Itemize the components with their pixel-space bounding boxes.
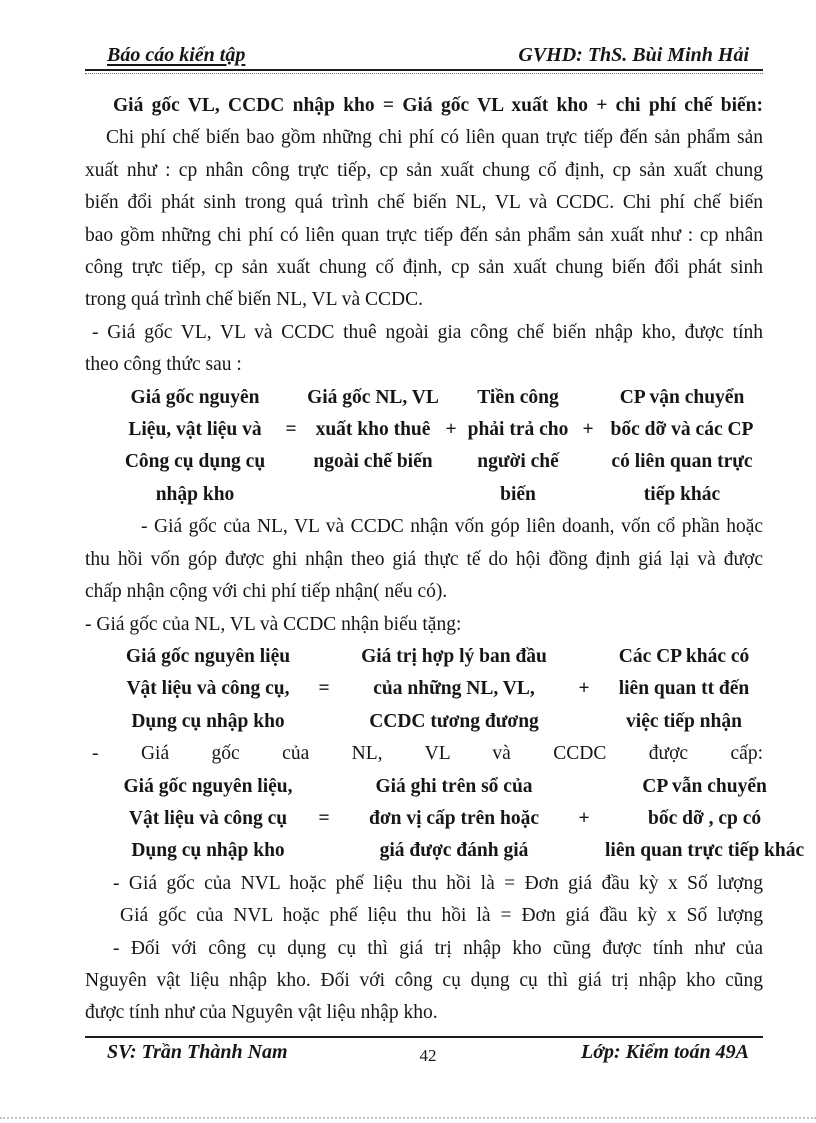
- formula-cell: tiếp khác: [643, 483, 721, 505]
- formula-cell: Công cụ dụng cụ: [124, 451, 266, 473]
- formula-operator: [575, 446, 601, 478]
- footer-class-name: Lớp: Kiểm toán 49A: [581, 1041, 749, 1063]
- formula-operator: [563, 835, 605, 867]
- formula-operator: [303, 771, 345, 803]
- footer-row: [85, 1038, 763, 1064]
- page-footer: [85, 1036, 763, 1064]
- formula-cell: xuất kho thuê: [315, 419, 431, 441]
- formula-operator: =: [285, 419, 297, 441]
- formula-cell: việc tiếp nhận: [626, 710, 742, 732]
- text-line: - Giá gốc của NL, VL và CCDC nhận vốn góp liên doanh, vốn cổ phần hoặc: [141, 516, 763, 538]
- text-line: Nguyên vật liệu nhập kho. Đối với công cụ dụng cụ thì giá trị nhập kho cũng: [85, 969, 763, 991]
- page-header: [85, 42, 763, 68]
- text-line: thu hồi vốn góp được ghi nhận theo giá thực tế do hội đồng định giá lại và được: [85, 548, 763, 570]
- formula-cell: của những NL, VL,: [373, 678, 535, 700]
- formula-operator: [441, 382, 461, 414]
- formula-operator: +: [445, 419, 457, 441]
- formula-cell: Liệu, vật liệu và: [128, 419, 262, 441]
- formula-cell: giá được đánh giá: [379, 840, 529, 862]
- text-line: theo công thức sau :: [85, 354, 242, 376]
- text-line: - Giá gốc của NL, VL và CCDC nhận biếu tặng:: [85, 613, 462, 635]
- text-line: chấp nhận cộng với chi phí tiếp nhận( nếu có).: [85, 581, 448, 603]
- document-body: [85, 90, 805, 1030]
- formula-cell: Vật liệu và công cụ: [128, 807, 288, 829]
- text-line: - Giá gốc VL, VL và CCDC thuê ngoài gia công chế biến nhập kho, được tính: [92, 321, 763, 343]
- header-rule: [85, 69, 763, 74]
- formula-cell: Vật liệu và công cụ,: [126, 678, 290, 700]
- formula-cell: Dụng cụ nhập kho: [131, 840, 285, 862]
- text-line: - Giá gốc của NVL hoặc phế liệu thu hồi là = Đơn giá đầu kỳ x Số lượng: [113, 872, 763, 894]
- footer-student-name: SV: Trần Thành Nam: [107, 1041, 288, 1063]
- text-line: bao gồm những chi phí có liên quan trực tiếp đến sản phẩm sản xuất như : cp nhân: [85, 224, 763, 246]
- formula-cell: biến: [500, 483, 536, 505]
- formula-cell: có liên quan trực: [611, 451, 753, 473]
- formula-operator: [563, 641, 605, 673]
- formula-cell: người chế: [477, 451, 559, 473]
- formula-operator: [563, 706, 605, 738]
- formula-block: [113, 771, 805, 868]
- formula-cell: phải trả cho: [467, 419, 569, 441]
- header-supervisor: GVHD: ThS. Bùi Minh Hải: [518, 44, 749, 66]
- page-number: 42: [419, 1046, 437, 1065]
- formula-cell: Tiền công: [477, 386, 559, 408]
- formula-cell: Dụng cụ nhập kho: [131, 710, 285, 732]
- formula-cell: Giá trị hợp lý ban đầu: [361, 645, 547, 667]
- text-line: Giá gốc VL, CCDC nhập kho = Giá gốc VL xuất kho + chi phí chế biến:: [113, 95, 763, 116]
- text-line: trong quá trình chế biến NL, VL và CCDC.: [85, 289, 423, 311]
- formula-cell: Giá gốc nguyên liệu: [125, 645, 291, 667]
- formula-operator: [303, 706, 345, 738]
- formula-cell: [305, 479, 441, 511]
- header-report-title: Báo cáo kiến tập: [107, 44, 246, 66]
- formula-operator: [277, 446, 305, 478]
- formula-operator: [575, 479, 601, 511]
- formula-cell: liên quan tt đến: [618, 678, 750, 700]
- text-line: xuất như : cp nhân công trực tiếp, cp sản xuất chung cố định, cp sản xuất chung: [85, 159, 763, 181]
- text-line: - Đối với công cụ dụng cụ thì giá trị nhập kho cũng được tính như của: [113, 937, 763, 959]
- page-content: [85, 42, 805, 1030]
- formula-operator: [575, 382, 601, 414]
- formula-cell: CCDC tương đương: [369, 710, 539, 732]
- text-line: được tính như của Nguyên vật liệu nhập kho.: [85, 1002, 438, 1024]
- formula-cell: bốc dỡ , cp có: [647, 807, 762, 829]
- formula-cell: liên quan trực tiếp khác: [605, 840, 805, 862]
- page-bottom-divider: [0, 1117, 816, 1119]
- formula-operator: +: [578, 807, 590, 829]
- formula-block: [113, 382, 763, 512]
- formula-cell: ngoài chế biến: [313, 451, 433, 473]
- formula-cell: Giá gốc NL, VL: [307, 386, 439, 408]
- text-line: Giá gốc của NVL hoặc phế liệu thu hồi là = Đơn giá đầu kỳ x Số lượng: [120, 905, 763, 927]
- text-line: Chi phí chế biến bao gồm những chi phí có liên quan trực tiếp đến sản phẩm sản: [106, 127, 763, 149]
- formula-operator: [277, 479, 305, 511]
- formula-block: [113, 641, 763, 738]
- formula-operator: [303, 835, 345, 867]
- formula-operator: [303, 641, 345, 673]
- formula-cell: nhập kho: [155, 483, 235, 505]
- formula-operator: [277, 382, 305, 414]
- formula-operator: =: [318, 807, 330, 829]
- formula-cell: Giá gốc nguyên liệu,: [123, 775, 293, 797]
- formula-cell: Các CP khác có: [618, 645, 750, 667]
- formula-operator: [563, 771, 605, 803]
- formula-operator: +: [582, 419, 594, 441]
- text-line: biến đổi phát sinh trong quá trình chế biến NL, VL và CCDC. Chi phí chế biến: [85, 192, 763, 214]
- text-line: công trực tiếp, cp sản xuất chung cố định, cp sản xuất chung biến đổi phát sinh: [85, 257, 763, 279]
- text-line: - Giá gốc của NL, VL và CCDC được cấp:: [92, 743, 763, 765]
- formula-operator: [441, 479, 461, 511]
- formula-operator: =: [318, 678, 330, 700]
- formula-cell: Giá gốc nguyên: [130, 386, 260, 408]
- formula-cell: CP vẫn chuyển: [642, 775, 767, 797]
- formula-cell: Giá ghi trên sổ của: [375, 775, 533, 797]
- formula-operator: +: [578, 678, 590, 700]
- formula-operator: [441, 446, 461, 478]
- formula-cell: CP vận chuyển: [619, 386, 745, 408]
- formula-cell: bốc dỡ và các CP: [610, 419, 754, 441]
- formula-cell: đơn vị cấp trên hoặc: [368, 807, 540, 829]
